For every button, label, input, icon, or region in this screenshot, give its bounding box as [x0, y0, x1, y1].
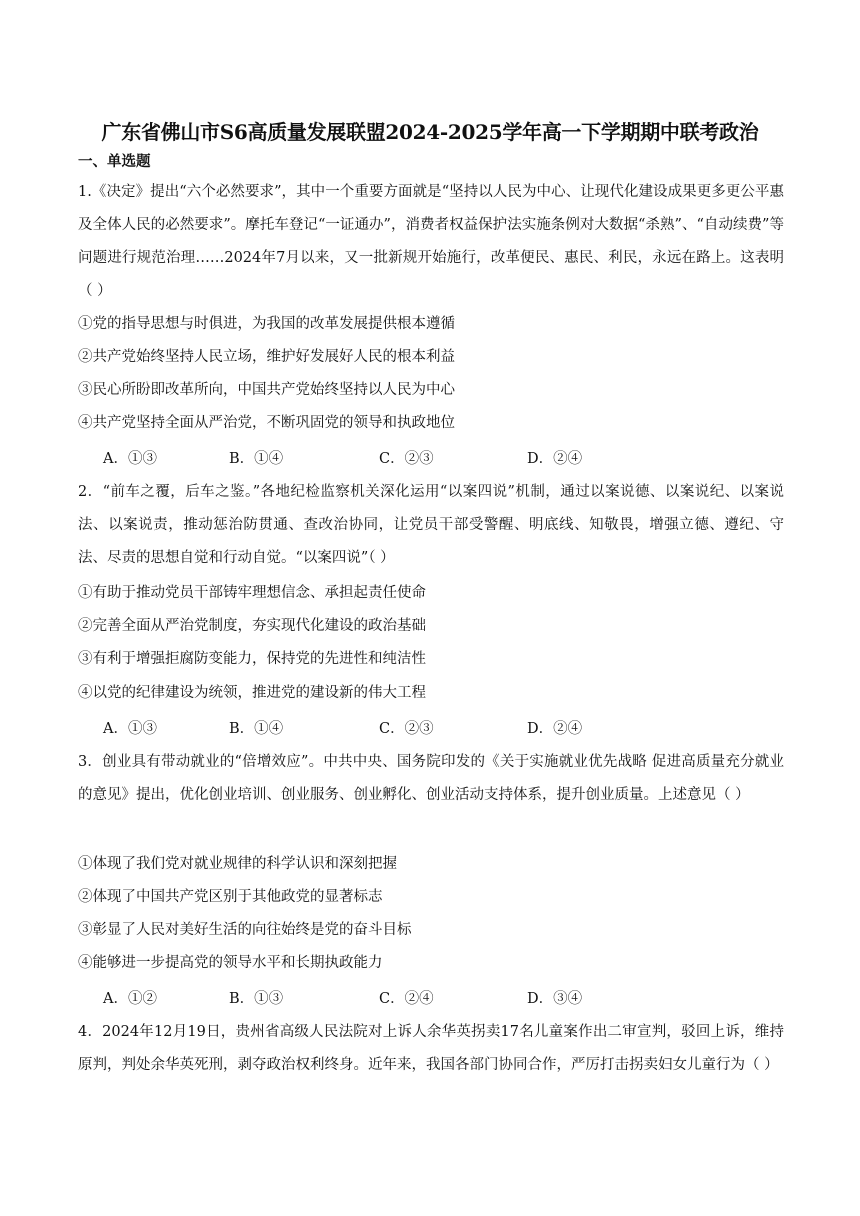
choice-c[interactable]: C．②③ [379, 721, 434, 737]
choice-b[interactable]: B．①③ [229, 991, 284, 1007]
question-2-option: ③有利于增强拒腐防变能力，保持党的先进性和纯洁性 [78, 651, 426, 667]
choice-b[interactable]: B．①④ [229, 721, 284, 737]
choice-a[interactable]: A．①② [103, 991, 157, 1007]
question-3-option: ②体现了中国共产党区别于其他政党的显著标志 [78, 889, 383, 905]
question-1-option: ③民心所盼即改革所向，中国共产党始终坚持以人民为中心 [78, 382, 455, 398]
question-3-option: ③彰显了人民对美好生活的向往始终是党的奋斗目标 [78, 922, 412, 938]
question-2-option: ④以党的纪律建设为统领，推进党的建设新的伟大工程 [78, 685, 426, 701]
choice-d[interactable]: D．②④ [527, 451, 583, 467]
question-3-stem: 3．创业具有带动就业的“倍增效应”。中共中央、国务院印发的《关于实施就业优先战略 促进高质量充分就业的意见》提出，优化创业培训、创业服务、创业孵化、创业活动支持体系，提升创业质量。上述意见（ ） [78, 754, 784, 803]
choice-b[interactable]: B．①④ [229, 451, 284, 467]
choice-c[interactable]: C．②③ [379, 451, 434, 467]
page-title: 广东省佛山市S6高质量发展联盟2024-2025学年高一下学期期中联考政治 [101, 120, 759, 144]
question-2-stem: 2．“前车之覆，后车之鉴。”各地纪检监察机关深化运用“以案四说”机制，通过以案说德、以案说纪、以案说法、以案说责，推动惩治防贯通、查改治协同，让党员干部受警醒、明底线、知敬畏，增强立德、遵纪、守法、尽责的思想自觉和行动自觉。“以案四说”（ ） [78, 484, 784, 566]
choice-c[interactable]: C．②④ [379, 991, 434, 1007]
question-3-option: ①体现了我们党对就业规律的科学认识和深刻把握 [78, 856, 397, 872]
choice-d[interactable]: D．③④ [527, 991, 583, 1007]
question-1-option: ①党的指导思想与时俱进，为我国的改革发展提供根本遵循 [78, 316, 455, 332]
question-3-option: ④能够进一步提高党的领导水平和长期执政能力 [78, 955, 383, 971]
question-2-option: ①有助于推动党员干部铸牢理想信念、承担起责任使命 [78, 585, 426, 601]
section-heading: 一、单选题 [78, 153, 151, 170]
question-1-stem: 1.《决定》提出“六个必然要求”，其中一个重要方面就是“坚持以人民为中心、让现代化建设成果更多更公平惠及全体人民的必然要求”。摩托车登记“一证通办”，消费者权益保护法实施条例对大数据“杀熟”、“自动续费”等问题进行规范治理……2024年7月以来，又一批新规开始施行，改革便民、惠民、利民，永远在路上。这表明（ ） [78, 184, 784, 299]
choice-d[interactable]: D．②④ [527, 721, 583, 737]
question-1-option: ②共产党始终坚持人民立场，维护好发展好人民的根本利益 [78, 349, 455, 365]
question-1-option: ④共产党坚持全面从严治党，不断巩固党的领导和执政地位 [78, 415, 455, 431]
question-2-option: ②完善全面从严治党制度，夯实现代化建设的政治基础 [78, 618, 426, 634]
choice-a[interactable]: A．①③ [103, 721, 157, 737]
question-4-stem: 4．2024年12月19日，贵州省高级人民法院对上诉人余华英拐卖17名儿童案作出二审宣判，驳回上诉，维持原判，判处余华英死刑，剥夺政治权利终身。近年来，我国各部门协同合作，严厉打击拐卖妇女儿童行为（ ） [78, 1024, 784, 1073]
choice-a[interactable]: A．①③ [103, 451, 157, 467]
